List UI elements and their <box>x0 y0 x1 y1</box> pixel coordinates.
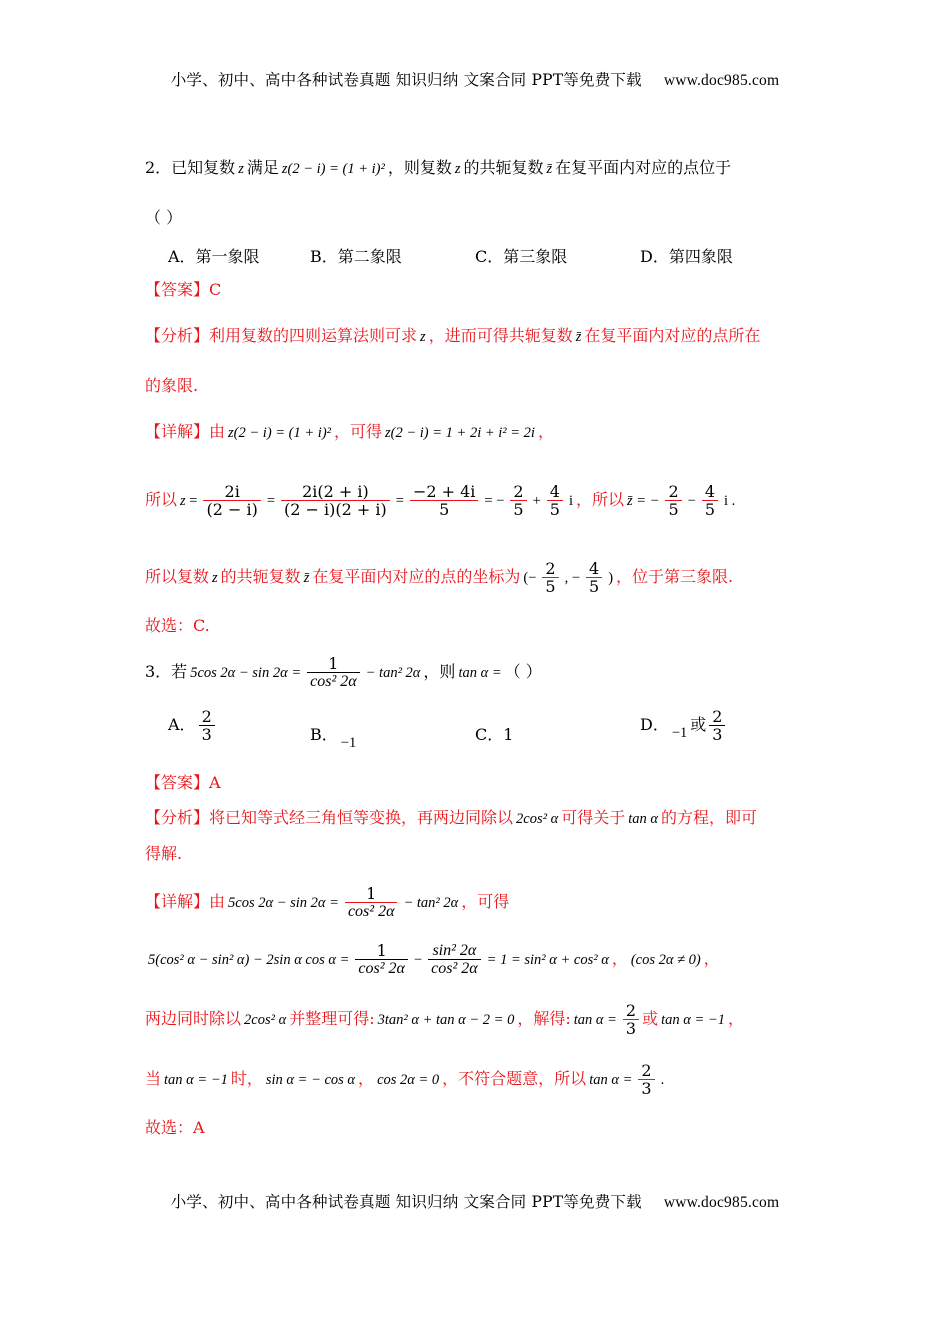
footer-site[interactable]: www.doc985.com <box>663 1194 780 1211</box>
q3-detail: 【详解】由 5cos 2α − sin 2α = $\frac{1}{\text{cos² 2α}}$ − tan² 2α ，可得 <box>145 884 510 920</box>
header-site[interactable]: www.doc985.com <box>663 72 780 89</box>
q3-final: 故选：A <box>145 1118 205 1137</box>
q2-analysis-cont: 的象限. <box>145 376 199 395</box>
footer-text: 小学、初中、高中各种试卷真题 知识归纳 文案合同 PPT等免费下载 <box>170 1193 642 1211</box>
q2-option-b[interactable]: B．第二象限 <box>310 247 402 266</box>
q3-option-c[interactable]: C．1 <box>475 725 514 744</box>
q3-option-b[interactable]: B． −1 <box>310 725 357 751</box>
q3-analysis-cont: 得解. <box>145 844 183 863</box>
q2-final: 故选：C. <box>145 616 210 635</box>
q2-coord: 所以复数 z 的共轭复数 z̄ 在复平面内对应的点的坐标为 (− $\frac{2}{5}$ , − $\frac{4}{5}$ ) ，位于第三象限. <box>145 559 734 596</box>
q2-stem: 2．已知复数 z 满足 z(2 − i) = (1 + i)² ，则复数 z 的共轭复数 z̄ 在复平面内对应的点位于 <box>145 158 732 177</box>
q2-detail: 【详解】由 z(2 − i) = (1 + i)² ，可得 z(2 − i) = 1 + 2i + i² = 2i ， <box>145 422 554 441</box>
q2-detail-z: 所以 z = $\frac{2i}{(2 - i)}$ = $\frac{2i(2 + i)}{(2 - i)(2 + i)}$ = $\frac{-2 + 4i}{5}$ = − $\frac{2}{5}$ + $\frac{4}{5}$ i ，所以 z̄ = − $\frac{2}{5}$ − $\frac{4}{5}$ i . <box>145 482 736 519</box>
q2-option-d[interactable]: D．第四象限 <box>640 247 733 266</box>
q2-analysis: 【分析】利用复数的四则运算法则可求 z ，进而可得共轭复数 z̄ 在复平面内对应的点所在 <box>145 326 761 345</box>
q3-option-a[interactable]: A． $\frac{2}{3}$ <box>168 708 218 743</box>
q2-answer: 【答案】C <box>145 280 222 299</box>
q2-option-a[interactable]: A．第一象限 <box>168 247 260 266</box>
q3-detail-check: 当 tan α = −1 时， sin α = − cos α ， cos 2α = 0 ，不符合题意，所以 tan α = $\frac{2}{3}$ . <box>145 1061 665 1098</box>
q2-paren: （ ） <box>145 208 183 227</box>
q3-option-d[interactable]: D． −1 或 $\frac{2}{3}$ <box>640 708 728 743</box>
page-footer <box>0 1190 950 1212</box>
q3-stem: 3．若 5cos 2α − sin 2α = $\frac{1}{\text{cos² 2α}}$ − tan² 2α ，则 tan α = （ ） <box>145 654 542 690</box>
header-text: 小学、初中、高中各种试卷真题 知识归纳 文案合同 PPT等免费下载 <box>170 71 642 89</box>
q3-detail-expand: 5(cos² α − sin² α) − 2sin α cos α = $\frac{1}{\text{cos² 2α}}$ − $\frac{\text{sin² 2α}}{\text{cos² 2α}}$ = 1 = sin² α + cos² α ， (cos 2α ≠ 0) ， <box>148 941 720 977</box>
q3-answer: 【答案】A <box>145 773 221 792</box>
q2-option-c[interactable]: C．第三象限 <box>475 247 568 266</box>
page-header <box>0 68 950 90</box>
q3-analysis: 【分析】将已知等式经三角恒等变换，再两边同除以 2cos² α 可得关于 tan α 的方程，即可 <box>145 808 757 827</box>
q3-detail-divide: 两边同时除以 2cos² α 并整理可得: 3tan² α + tan α − 2 = 0 ，解得: tan α = $\frac{2}{3}$ 或 tan α = −1 ， <box>145 1001 744 1038</box>
